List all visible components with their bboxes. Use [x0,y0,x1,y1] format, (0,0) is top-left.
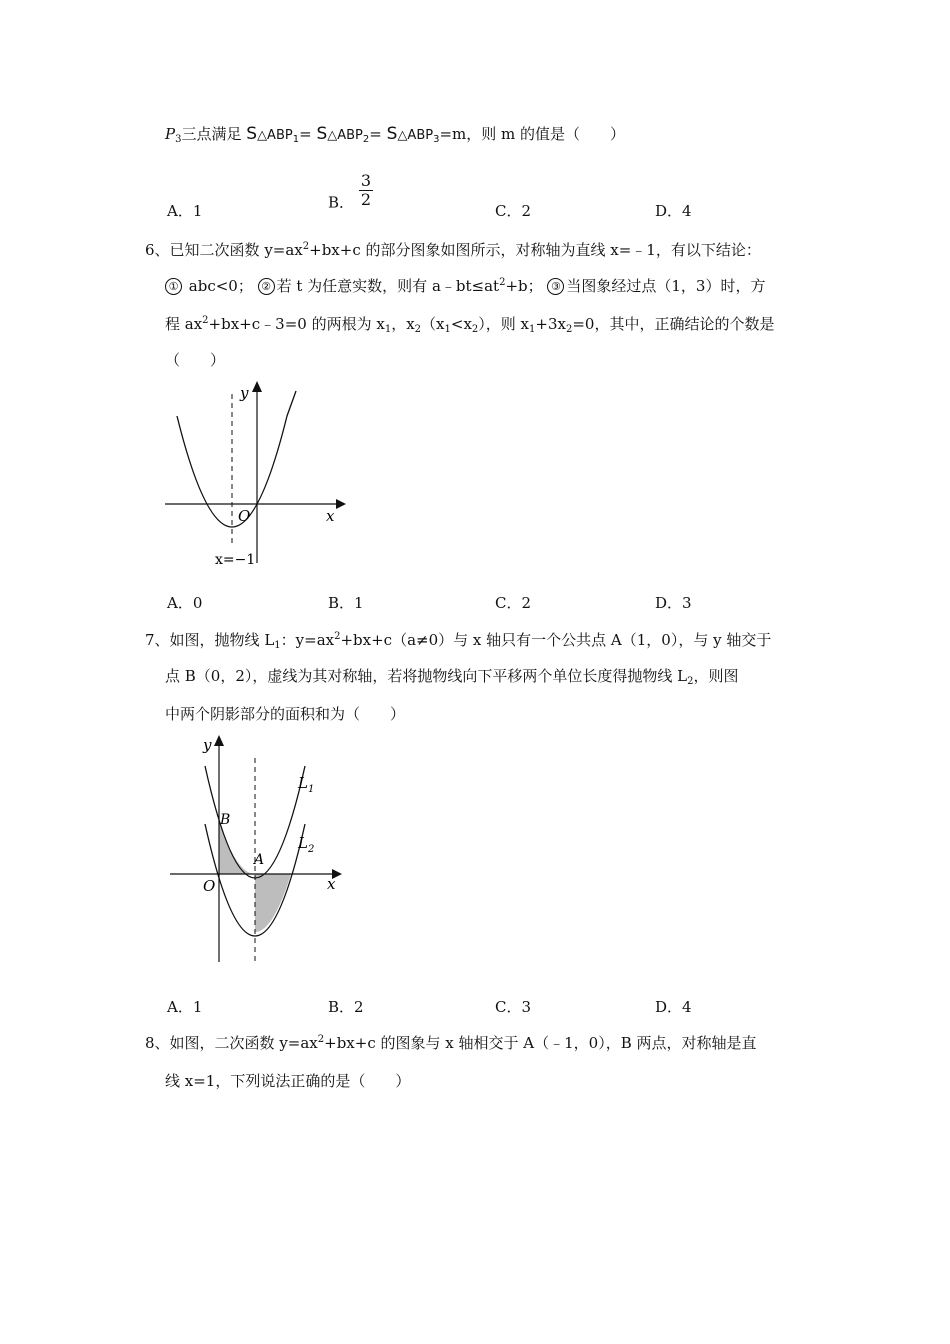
q5-option-b-fraction: $\frac{3}{2}$ [360,171,371,209]
q5-area-3: $S\triangle ABP_3$ [386,124,440,145]
q7-point-b-label: B [220,812,231,828]
q7-line-2: 点 B（0，2），虚线为其对称轴，若将抛物线向下平移两个单位长度得抛物线 $L_2$，则图 [165,667,739,687]
q6-x-label: x [326,507,335,525]
q6-conclusion-2-mark: ② [258,278,275,295]
q6-y-label: y [240,384,249,402]
q8-line-2: 线 x=1，下列说法正确的是（ ） [165,1072,411,1090]
q6-line-2: ① abc<0； ② 若 t 为任意实数，则有 $a﹣bt\le at^2+b$； ③ 当图象经过点（1，3）时，方 [165,276,765,296]
q7-l1-label: $L_1$ [298,774,315,795]
q7-option-d[interactable]: D．4 [655,998,692,1016]
q6-line-1: 6、已知二次函数 $y=ax^2+bx+c$ 的部分图象如图所示，对称轴为直线 x=﹣1，有以下结论： [145,241,761,259]
q7-number: 7、 [145,631,170,649]
q7-point-a-label: A [254,852,265,868]
q7-option-b[interactable]: B．2 [328,998,364,1016]
q8-number: 8、 [145,1034,170,1052]
q6-x-axis-arrow [336,499,346,509]
q6-option-a[interactable]: A．0 [167,594,203,612]
q5-option-c[interactable]: C．2 [495,202,532,220]
q7-graph [160,730,360,970]
q5-option-a[interactable]: A．1 [167,202,203,220]
q7-line-1: 7、如图，抛物线 $L_1$：$y=ax^2+bx+c(a\ne 0)$与 x 轴只有一个公共点 A（1，0），与 y 轴交于 [145,631,772,651]
q7-option-c[interactable]: C．3 [495,998,532,1016]
q5-area-2: $S\triangle ABP_2$ [316,124,370,145]
q6-y-axis-arrow [252,381,262,392]
q6-line-3: 程 $ax^2+bx+c﹣3=0$ 的两根为 $x_1$，$x_2(x_1<x_2)$，则 $x_1+3x_2=0$，其中，正确结论的个数是 [165,315,775,335]
q6-line-4: （ ） [165,351,226,369]
q5-p: P [165,125,176,143]
q6-parabola [177,391,296,527]
q7-shaded-region-right [255,874,291,932]
q7-l2-label: $L_2$ [298,834,315,855]
q5-eq-2: = [369,125,382,143]
q6-option-b[interactable]: B．1 [328,594,364,612]
q7-y-axis-arrow [214,735,224,746]
q6-origin-label: O [238,507,251,525]
q7-x-label: x [327,875,336,893]
q6-option-c[interactable]: C．2 [495,594,532,612]
q5-condition-line [165,124,625,146]
q8-line-1: 8、如图，二次函数 $y=ax^2+bx+c$ 的图象与 x 轴相交于 A（﹣1，0），B 两点，对称轴是直 [145,1034,757,1052]
q7-option-a[interactable]: A．1 [167,998,203,1016]
q6-conclusion-3-mark: ③ [547,278,564,295]
q5-eq-m: =m [439,125,467,143]
q6-graph [160,378,350,578]
q5-p-sub: 3 [175,134,182,145]
q7-shaded-region-left [219,822,255,874]
q5-tail: ，则 m 的值是（ ） [466,125,626,143]
q5-prefix-text: 三点满足 [181,125,242,143]
q5-area-1: $S\triangle ABP_1$ [246,124,300,145]
q5-option-b-label: B． [328,193,355,212]
q6-conclusion-1-mark: ① [165,278,182,295]
q5-option-d[interactable]: D．4 [655,202,692,220]
q6-axis-label: x=−1 [215,552,256,568]
q6-number: 6、 [145,241,170,259]
q5-eq-1: = [299,125,312,143]
q7-origin-label: O [203,877,216,895]
q5-option-b[interactable] [328,171,373,213]
q7-line-3: 中两个阴影部分的面积和为（ ） [165,705,406,723]
q7-y-label: y [203,736,212,754]
q6-option-d[interactable]: D．3 [655,594,692,612]
